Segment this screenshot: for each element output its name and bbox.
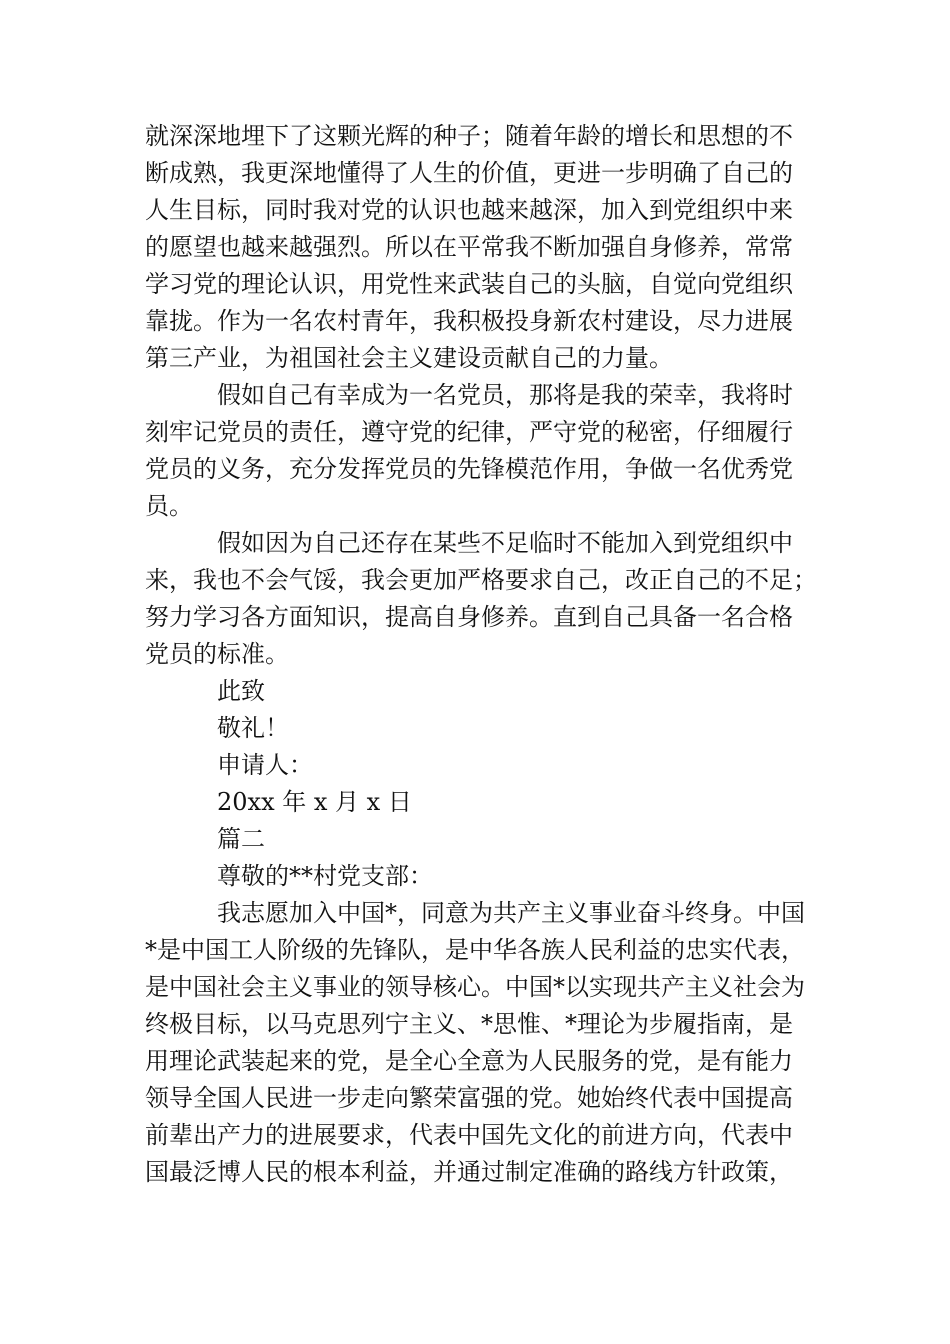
text-line: 来，我也不会气馁，我会更加严格要求自己，改正自己的不足；: [145, 566, 817, 594]
text-line: 是中国社会主义事业的领导核心。中国*以实现共产主义社会为: [145, 973, 805, 1001]
text-line: 篇二: [217, 825, 265, 853]
text-line: 党员的标准。: [145, 640, 289, 668]
text-line: 前辈出产力的进展要求，代表中国先文化的前进方向，代表中: [145, 1121, 793, 1149]
text-line: *是中国工人阶级的先锋队，是中华各族人民利益的忠实代表，: [145, 936, 805, 964]
text-line: 员。: [145, 492, 193, 520]
text-line: 党员的义务，充分发挥党员的先锋模范作用，争做一名优秀党: [145, 455, 793, 483]
text-line: 国最泛博人民的根本利益，并通过制定准确的路线方针政策，: [145, 1158, 793, 1186]
text-line: 敬礼！: [217, 714, 289, 742]
text-line: 此致: [217, 677, 265, 705]
text-line: 学习党的理论认识，用党性来武装自己的头脑，自觉向党组织: [145, 270, 793, 298]
document-body: [145, 118, 817, 1191]
text-line: 我志愿加入中国*，同意为共产主义事业奋斗终身。中国: [217, 899, 805, 927]
text-line: 刻牢记党员的责任，遵守党的纪律，严守党的秘密，仔细履行: [145, 418, 793, 446]
text-line: 努力学习各方面知识，提高自身修养。直到自己具备一名合格: [145, 603, 793, 631]
text-line: 假如自己有幸成为一名党员，那将是我的荣幸，我将时: [217, 381, 793, 409]
text-line: 靠拢。作为一名农村青年，我积极投身新农村建设，尽力进展: [145, 307, 793, 335]
text-line: 第三产业，为祖国社会主义建设贡献自己的力量。: [145, 344, 673, 372]
text-line: 假如因为自己还存在某些不足临时不能加入到党组织中: [217, 529, 793, 557]
text-line: 20xx 年 x 月 x 日: [217, 788, 412, 816]
text-line: 申请人：: [217, 751, 313, 779]
text-line: 的愿望也越来越强烈。所以在平常我不断加强自身修养，常常: [145, 233, 793, 261]
text-line: 就深深地埋下了这颗光辉的种子；随着年龄的增长和思想的不: [145, 122, 793, 150]
text-line: 断成熟，我更深地懂得了人生的价值，更进一步明确了自己的: [145, 159, 793, 187]
text-line: 人生目标，同时我对党的认识也越来越深，加入到党组织中来: [145, 196, 793, 224]
text-line: 终极目标，以马克思列宁主义、*思惟、*理论为步履指南，是: [145, 1010, 793, 1038]
text-line: 尊敬的**村党支部：: [217, 862, 433, 890]
text-line: 领导全国人民进一步走向繁荣富强的党。她始终代表中国提高: [145, 1084, 793, 1112]
text-line: 用理论武装起来的党，是全心全意为人民服务的党，是有能力: [145, 1047, 793, 1075]
